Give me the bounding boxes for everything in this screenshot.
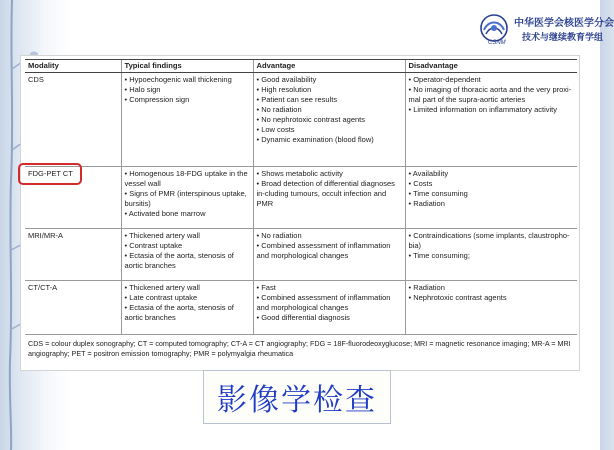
fdg-pet-ct-highlight-box [18, 163, 82, 185]
advantage-cell [253, 281, 405, 335]
list-item: • Availability [408, 169, 449, 178]
list-item: • Fast [256, 283, 276, 292]
caption-box [203, 370, 391, 424]
org-name: 中华医学会核医学分会 [514, 18, 614, 29]
list-item: • Broad detection of differential diagnoses in-cluding tumours, occult infection and PMR [256, 179, 395, 208]
org-logo-header [478, 10, 614, 50]
list-item: • Time consuming; [408, 251, 470, 260]
list-item: • Dynamic examination (blood flow) [256, 135, 374, 144]
list-item: • Limited information on inflammatory activity [408, 105, 558, 114]
modality-cell: MRI/MR-A [25, 229, 121, 281]
list-item: • Low costs [256, 125, 295, 134]
list-item: • Costs [408, 179, 433, 188]
table-footnote: CDS = colour duplex sonography; CT = computed tomography; CT-A = CT angiography; FDG = 18F-fluorodeoxyglucose; MRI = magnetic resonance imaging; MR-A = MRI angiography; PET = positron emission tomography; PMR = polymyalgia rheumatica [28, 339, 571, 358]
list-item: • Patient can see results [256, 95, 338, 104]
table-row [25, 167, 577, 229]
list-item: • Late contrast uptake [124, 293, 198, 302]
table-header-row [25, 60, 577, 73]
list-item: • No radiation [256, 231, 302, 240]
list-item: • Thickened artery wall [124, 231, 200, 240]
modality-cell: CDS [25, 73, 121, 167]
list-item: • Combined assessment of inflammation and morphological changes [256, 241, 391, 260]
list-item: • Thickened artery wall [124, 283, 200, 292]
list-item: • Radiation [408, 283, 445, 292]
list-item: • Hypoechogenic wall thickening [124, 75, 232, 84]
list-item: • Ectasia of the aorta, stenosis of aortic branches [124, 251, 234, 270]
findings-cell [121, 281, 253, 335]
advantage-cell [253, 167, 405, 229]
list-item: • Operator-dependent [408, 75, 481, 84]
findings-cell [121, 229, 253, 281]
advantage-cell [253, 73, 405, 167]
imaging-comparison-table [25, 59, 577, 335]
list-item: • Activated bone marrow [124, 209, 206, 218]
column-header-advantage: Advantage [253, 60, 405, 73]
imaging-comparison-table-image [20, 55, 580, 371]
org-subtitle: 技术与继续教育学组 [522, 32, 604, 42]
column-header-disadvantage: Disadvantage [405, 60, 577, 73]
list-item: • Radiation [408, 199, 445, 208]
disadvantage-cell [405, 281, 577, 335]
list-item: • Contraindications (some implants, claustropho-bia) [408, 231, 570, 250]
table-row [25, 73, 577, 167]
list-item: • No imaging of thoracic aorta and the very proxi-mal part of the supra-aortic arteries [408, 85, 572, 104]
list-item: • Halo sign [124, 85, 161, 94]
modality-cell: FDG-PET CT [25, 167, 121, 229]
list-item: • Good availability [256, 75, 317, 84]
modality-cell: CT/CT-A [25, 281, 121, 335]
list-item: • Homogenous 18-FDG uptake in the vessel wall [124, 169, 248, 188]
list-item: • Contrast uptake [124, 241, 183, 250]
list-item: • Shows metabolic activity [256, 169, 343, 178]
logo-abbreviation: CSNM [488, 40, 506, 46]
list-item: • Nephrotoxic contrast agents [408, 293, 507, 302]
findings-cell [121, 73, 253, 167]
list-item: • Good differential diagnosis [256, 313, 350, 322]
list-item: • Ectasia of the aorta, stenosis of aortic branches [124, 303, 234, 322]
list-item: • No nephrotoxic contrast agents [256, 115, 366, 124]
list-item: • Combined assessment of inflammation and morphological changes [256, 293, 391, 312]
list-item: • High resolution [256, 85, 312, 94]
disadvantage-cell [405, 73, 577, 167]
findings-cell [121, 167, 253, 229]
list-item: • Time consuming [408, 189, 468, 198]
list-item: • No radiation [256, 105, 302, 114]
table-row [25, 229, 577, 281]
disadvantage-cell [405, 229, 577, 281]
table-row [25, 281, 577, 335]
slide-caption: 影像学检查 [217, 383, 377, 418]
disadvantage-cell [405, 167, 577, 229]
list-item: • Compression sign [124, 95, 190, 104]
column-header-typical-findings: Typical findings [121, 60, 253, 73]
column-header-modality: Modality [25, 60, 121, 73]
list-item: • Signs of PMR (interspinous uptake, bursitis) [124, 189, 247, 208]
advantage-cell [253, 229, 405, 281]
